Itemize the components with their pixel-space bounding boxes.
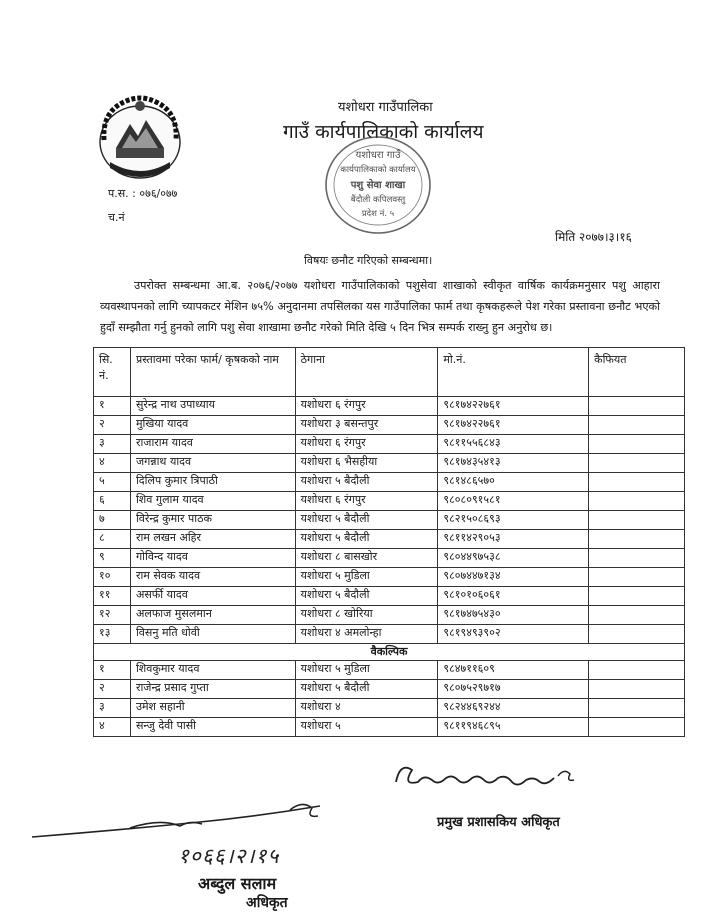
- cell-address: यशोधरा ५ मुडिला: [295, 661, 438, 680]
- cell-sn: ३: [94, 699, 131, 718]
- table-row: [94, 549, 685, 568]
- cell-mobile: ९८०८०९१५८१: [438, 492, 589, 511]
- cell-remarks: [589, 492, 685, 511]
- officer-designation: प्रमुख प्रशासकिय अधिकृत: [437, 815, 560, 830]
- cell-remarks: [589, 454, 685, 473]
- office-title: गाउँ कार्यपालिकाको कार्यालय: [283, 121, 484, 143]
- cell-name: शिवकुमार यादव: [130, 661, 295, 680]
- cell-name: विरेन्द्र कुमार पाठक: [130, 511, 295, 530]
- name-stamp: अब्दुल सलाम: [198, 874, 277, 893]
- table-header-row: [94, 348, 685, 397]
- cell-remarks: [589, 661, 685, 680]
- column-header-remarks: कैफियत: [589, 348, 685, 397]
- table-row: [94, 606, 685, 625]
- cell-name: गोविन्द यादव: [130, 549, 295, 568]
- cell-mobile: ९८११४२९०५३: [438, 530, 589, 549]
- cell-remarks: [589, 718, 685, 737]
- cell-mobile: ९८१७४२२७६१: [438, 416, 589, 435]
- column-header-mobile: मो.नं.: [438, 348, 589, 397]
- cell-mobile: ९८०७५२९७१७: [438, 680, 589, 699]
- stamp-line-2: कार्यपालिकाको कार्यालय: [340, 165, 416, 175]
- cell-mobile: ९८०७४४७१३४: [438, 568, 589, 587]
- cell-address: यशोधरा ४: [295, 699, 438, 718]
- cell-sn: ७: [94, 511, 131, 530]
- cell-name: जगन्नाथ यादव: [130, 454, 295, 473]
- cell-address: यशोधरा ५ मुडिला: [295, 568, 438, 587]
- cell-address: यशोधरा ४ अमलोन्हा: [295, 625, 438, 644]
- table-row: [94, 587, 685, 606]
- cell-remarks: [589, 606, 685, 625]
- cell-remarks: [589, 416, 685, 435]
- cell-name: सुरेन्द्र नाथ उपाध्याय: [130, 397, 295, 416]
- stamp-line-1: यशोधरा गाउँ: [355, 150, 401, 161]
- name-stamp-line-2: अधिकृत: [246, 895, 288, 911]
- stamp-line-4: बैंदौली कपिलवस्तु: [350, 195, 406, 205]
- letter-date: मिति २०७७।३।१६: [555, 230, 632, 244]
- table-row: [94, 680, 685, 699]
- cell-address: यशोधरा ८ खोरिया: [295, 606, 438, 625]
- cell-address: यशोधरा ६ रंगपुर: [295, 397, 438, 416]
- cell-remarks: [589, 699, 685, 718]
- cell-sn: ८: [94, 530, 131, 549]
- cell-sn: ४: [94, 718, 131, 737]
- office-name: यशोधरा गाउँपालिका: [338, 100, 433, 115]
- cell-address: यशोधरा ६ रंगपुर: [295, 435, 438, 454]
- cell-name: मुखिया यादव: [130, 416, 295, 435]
- cell-address: यशोधरा ५ बैदौली: [295, 473, 438, 492]
- table-row: [94, 568, 685, 587]
- cell-mobile: ९८१९४९३९०२: [438, 625, 589, 644]
- cell-sn: २: [94, 416, 131, 435]
- cell-address: यशोधरा ५ बैदौली: [295, 680, 438, 699]
- cell-remarks: [589, 587, 685, 606]
- dispatch-number: च.नं: [108, 211, 125, 224]
- table-row: [94, 661, 685, 680]
- cell-mobile: ९८१४८६५७०: [438, 473, 589, 492]
- cell-address: यशोधरा ६ रंगपुर: [295, 492, 438, 511]
- cell-sn: १२: [94, 606, 131, 625]
- cell-address: यशोधरा ५ बैदौली: [295, 530, 438, 549]
- reference-number: प.स. : ०७६/०७७: [108, 187, 178, 200]
- cell-sn: ५: [94, 473, 131, 492]
- cell-sn: ४: [94, 454, 131, 473]
- cell-mobile: ९८१७४२२७६१: [438, 397, 589, 416]
- cell-address: यशोधरा ६ भैसहीया: [295, 454, 438, 473]
- selected-farmers-table: [93, 347, 685, 737]
- letter-subject: विषयः छनौट गरिएको सम्बन्धमा।: [304, 254, 433, 267]
- nepal-emblem-logo: [94, 92, 186, 184]
- cell-address: यशोधरा ८ बासखोर: [295, 549, 438, 568]
- cell-remarks: [589, 680, 685, 699]
- cell-remarks: [589, 435, 685, 454]
- cell-name: राजेन्द्र प्रसाद गुप्ता: [130, 680, 295, 699]
- office-stamp: [318, 130, 438, 240]
- cell-sn: २: [94, 680, 131, 699]
- cell-sn: १: [94, 397, 131, 416]
- cell-remarks: [589, 473, 685, 492]
- cell-name: राम लखन अहिर: [130, 530, 295, 549]
- cell-mobile: ९८१०१०६०६१: [438, 587, 589, 606]
- cell-address: यशोधरा ३ बसन्तपुर: [295, 416, 438, 435]
- cell-name: दिलिप कुमार त्रिपाठी: [130, 473, 295, 492]
- letter-body: उपरोक्त सम्बन्धमा आ.ब. २०७६/२०७७ यशोधरा गाउँपालिकाको पशुसेवा शाखाको स्वीकृत वार्षिक कार्यक्रमनुसार पशु आहारा व्यवस्थापनको लागि च्यापकटर मेशिन ७५% अनुदानमा तपसिलका यस गाउँपालिका फार्म तथा कृषकहरूले पेश गरेका प्रस्तावना छनौट भएको हुदाँ सम्झौता गर्नु हुनको लागि पशु सेवा शाखामा छनौट गरेको मिति देखि ५ दिन भित्र सम्पर्क राख्नु हुन अनुरोध छ।: [100, 279, 660, 334]
- column-header-name: प्रस्तावमा परेका फार्म/ कृषकको नाम: [130, 348, 295, 397]
- cell-remarks: [589, 511, 685, 530]
- cell-mobile: ९८१७४३५४१३: [438, 454, 589, 473]
- officer-signature: [388, 752, 588, 812]
- table-row: [94, 473, 685, 492]
- cell-address: यशोधरा ५: [295, 718, 438, 737]
- cell-remarks: [589, 625, 685, 644]
- main-rows: [94, 397, 685, 737]
- cell-mobile: ९८१७४७५४३०: [438, 606, 589, 625]
- cell-mobile: ९८०४४९७५३८: [438, 549, 589, 568]
- cell-sn: १०: [94, 568, 131, 587]
- cell-remarks: [589, 397, 685, 416]
- cell-remarks: [589, 530, 685, 549]
- cell-address: यशोधरा ५ बैदौली: [295, 587, 438, 606]
- cell-sn: ९: [94, 549, 131, 568]
- cell-sn: ११: [94, 587, 131, 606]
- cell-remarks: [589, 568, 685, 587]
- cell-remarks: [589, 549, 685, 568]
- handwritten-number: १०६६।२।१५: [178, 844, 280, 868]
- alt-section-label: वैकल्पिक: [94, 644, 685, 661]
- cell-name: शिव गुलाम यादव: [130, 492, 295, 511]
- cell-name: असर्फी यादव: [130, 587, 295, 606]
- table-row: [94, 492, 685, 511]
- stamp-line-5: प्रदेश नं. ५: [361, 209, 395, 219]
- table-row: [94, 625, 685, 644]
- cell-mobile: ९८४७११६०९: [438, 661, 589, 680]
- table-row: [94, 435, 685, 454]
- stamp-line-3: पशु सेवा शाखा: [350, 180, 406, 191]
- table-row: [94, 530, 685, 549]
- cell-name: राम सेवक यादव: [130, 568, 295, 587]
- cell-sn: ६: [94, 492, 131, 511]
- cell-address: यशोधरा ५ बैदौली: [295, 511, 438, 530]
- table-row: [94, 397, 685, 416]
- column-header-sn: सि. नं.: [94, 348, 131, 397]
- table-row: [94, 718, 685, 737]
- column-header-address: ठेगाना: [295, 348, 438, 397]
- cell-name: विसनु मति धोवी: [130, 625, 295, 644]
- alt-section-row: [94, 644, 685, 661]
- cell-name: राजाराम यादव: [130, 435, 295, 454]
- cell-name: सन्जु देवी पासी: [130, 718, 295, 737]
- cell-mobile: ९८११५५६८४३: [438, 435, 589, 454]
- table-row: [94, 454, 685, 473]
- cell-name: उमेश सहानी: [130, 699, 295, 718]
- cell-name: अलफाज मुसलमान: [130, 606, 295, 625]
- table-row: [94, 511, 685, 530]
- cell-mobile: ९८२१५०८६९३: [438, 511, 589, 530]
- cell-mobile: ९८२४४६९२४४: [438, 699, 589, 718]
- table-row: [94, 416, 685, 435]
- cell-mobile: ९८११९४६८९५: [438, 718, 589, 737]
- cell-sn: १: [94, 661, 131, 680]
- cell-sn: ३: [94, 435, 131, 454]
- table-row: [94, 699, 685, 718]
- cell-sn: १३: [94, 625, 131, 644]
